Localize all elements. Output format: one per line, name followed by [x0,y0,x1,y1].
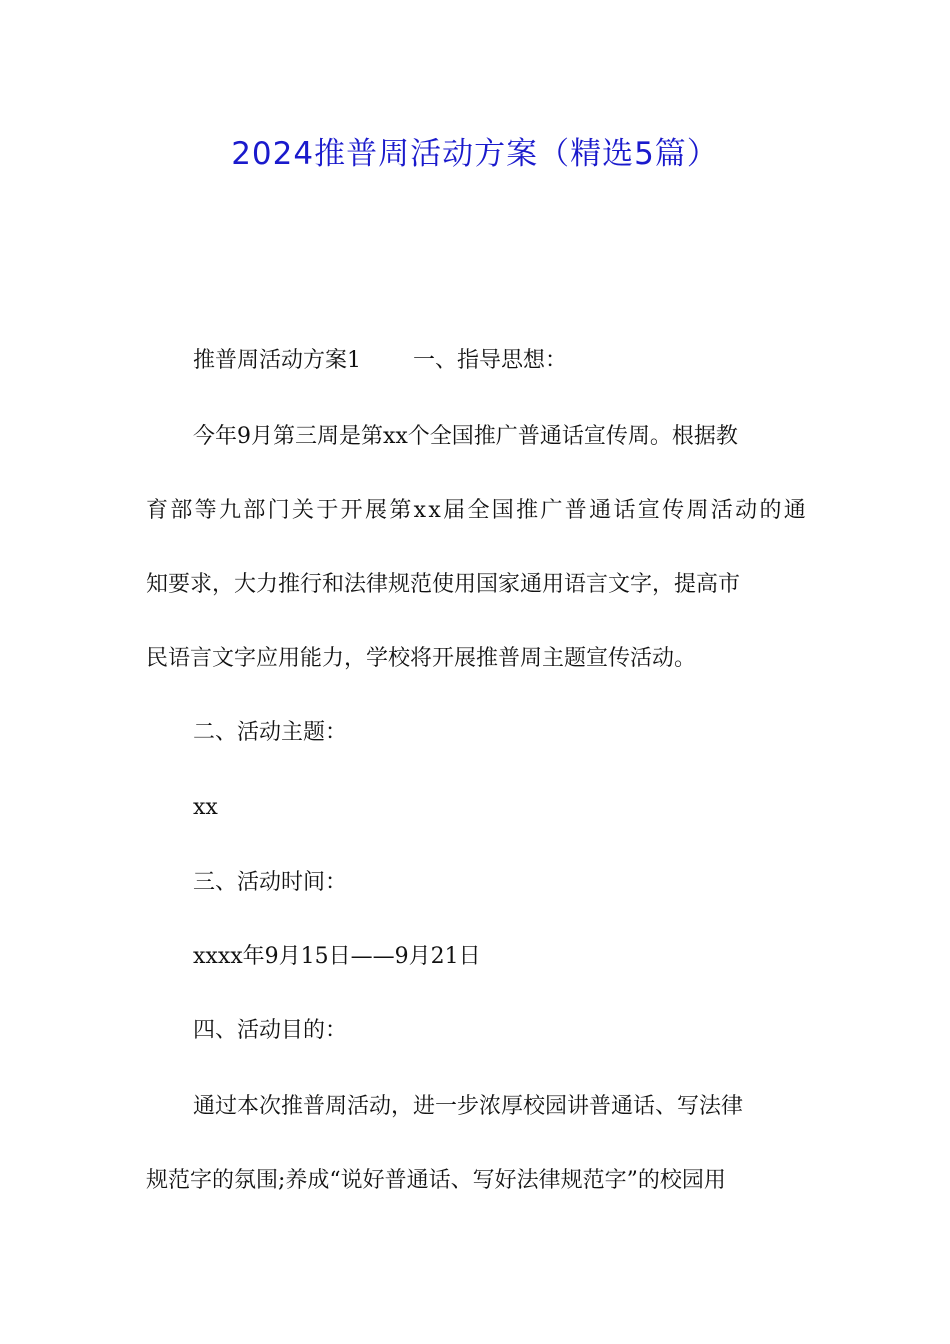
document-title: 2024推普周活动方案（精选5篇） [231,136,719,172]
time-value: xxxx年9月15日——9月21日 [193,944,481,969]
paragraph-1-line-4: 民语言文字应用能力，学校将开展推普周主题宣传活动。 [146,646,697,671]
section-3-heading: 三、活动时间： [193,870,348,895]
plan-1-heading: 推普周活动方案1 [193,348,361,373]
paragraph-1-line-3: 知要求，大力推行和法律规范使用国家通用语言文字，提高市 [146,572,741,597]
section-2-heading: 二、活动主题： [193,720,348,745]
paragraph-4-line-2: 规范字的氛围;养成“说好普通话、写好法律规范字”的校园用 [146,1168,726,1193]
section-4-heading: 四、活动目的： [193,1018,348,1043]
paragraph-1-line-2: 育部等九部门关于开展第xx届全国推广普通话宣传周活动的通 [146,498,809,523]
plan-1-heading-line [193,346,567,376]
theme-value: xx [193,795,218,820]
paragraph-4-line-1: 通过本次推普周活动，进一步浓厚校园讲普通话、写法律 [193,1094,744,1119]
paragraph-1-line-1: 今年9月第三周是第xx个全国推广普通话宣传周。根据教 [193,424,738,449]
section-1-heading: 一、指导思想： [413,348,568,373]
